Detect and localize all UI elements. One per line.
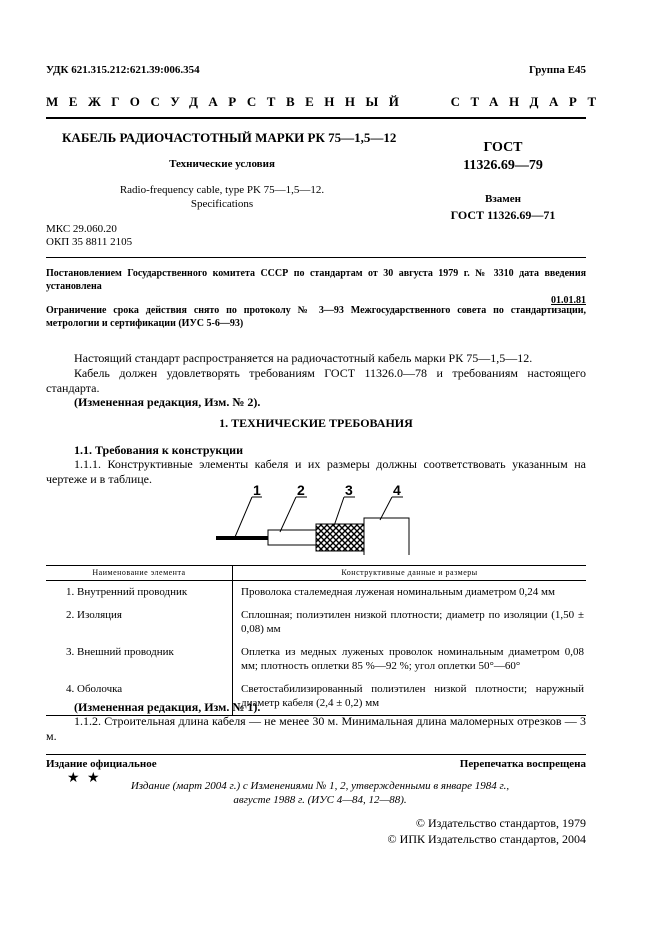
clause-1-1-1: 1.1.1. Конструктивные элементы кабеля и их размеры должны соответствовать указанным на чертеже и в таблице. (46, 457, 586, 486)
table-row (46, 581, 586, 605)
document-title: КАБЕЛЬ РАДИОЧАСТОТНЫЙ МАРКИ РК 75—1,5—12 (62, 130, 397, 145)
edition-note-line1: Издание (март 2004 г.) с Изменениями № 1, 2, утвержденными в январе 1984 г., (130, 780, 510, 792)
table-cell-data: Сплошная; полиэтилен низкой плотности; диаметр по изоляции (1,50 ± 0,08) мм (241, 609, 584, 635)
section-heading: 1. ТЕХНИЧЕСКИЕ ТРЕБОВАНИЯ (219, 416, 413, 430)
header-rule (46, 117, 586, 119)
construction-table (46, 565, 586, 716)
figure-label-2: 2 (297, 482, 305, 498)
stars: ★ ★ (67, 771, 102, 786)
document-subtitle: Технические условия (169, 158, 275, 170)
table-cell-name: 3. Внешний проводник (46, 641, 233, 678)
gost-label: ГОСТ (483, 140, 523, 155)
limitation-text: Ограничение срока действия снято по протоколу № 3—93 Межгосударственного совета по стандартизации, метрологии и сертификации (ИУС 5-6—93) (46, 305, 586, 329)
sheath-shape (364, 518, 409, 555)
table-row (46, 604, 586, 641)
footer-rule (46, 754, 586, 755)
outer-conductor-braid-shape (316, 524, 364, 551)
figure-label-4: 4 (393, 482, 401, 498)
clause-1-1-2: 1.1.2. Строительная длина кабеля — не менее 30 м. Минимальная длина маломерных отрезков — 3 м. (46, 714, 586, 743)
title-rule (46, 257, 586, 258)
amendment-note-2: (Измененная редакция, Изм. № 2). (74, 395, 261, 409)
english-title-line2: Specifications (190, 198, 254, 210)
decree-text: Постановлением Государственного комитета СССР по стандартам от 30 августа 1979 г. № 3310 дата введения установлена (46, 268, 586, 292)
replaces-label: Взамен (485, 193, 521, 205)
group-code: Группа Е45 (528, 64, 586, 76)
table-cell-data: Проволока сталемедная луженая номинальным диаметром 0,24 мм (241, 586, 555, 598)
inner-conductor-shape (216, 536, 276, 540)
intro-paragraph-2: Кабель должен удовлетворять требованиям ГОСТ 11326.0—78 и требованиям настоящего стандарта. (46, 366, 586, 395)
copyright-1979: © Издательство стандартов, 1979 (415, 816, 586, 830)
intro-paragraph-1: Настоящий стандарт распространяется на радиочастотный кабель марки РК 75—1,5—12. (74, 351, 533, 365)
subsection-heading: 1.1. Требования к конструкции (74, 443, 244, 457)
introduction-date: 01.01.81 (551, 295, 586, 306)
okp-code: ОКП 35 8811 2105 (46, 236, 133, 248)
replaces-gost: ГОСТ 11326.69—71 (450, 208, 556, 222)
table-header-data: Конструктивные данные и размеры (233, 566, 587, 581)
table-cell-name: 2. Изоляция (46, 604, 233, 641)
copyright-2004: © ИПК Издательство стандартов, 2004 (387, 832, 586, 846)
table-cell-name: 1. Внутренний проводник (46, 581, 233, 605)
table-cell-name: 4. Оболочка (46, 678, 233, 716)
table-row (46, 641, 586, 678)
table-cell-data: Светостабилизированный полиэтилен низкой плотности; наружный диаметр кабеля (2,4 ± 0,2) мм (233, 678, 587, 716)
cable-cross-section-drawing (210, 480, 420, 555)
edition-note-line2: августе 1988 г. (ИУС 4—84, 12—88). (233, 794, 407, 806)
reprint-prohibited-label: Перепечатка воспрещена (459, 758, 586, 770)
amendment-note-1: (Измененная редакция, Изм. № 1). (74, 700, 261, 714)
mks-code: МКС 29.060.20 (46, 223, 117, 235)
table-cell-data: Оплетка из медных луженых проволок номинальным диаметром 0,08 мм; плотность оплетки 85 %—92 %; угол оплетки 50°—60° (241, 646, 584, 672)
standard-banner: МЕЖГОСУДАРСТВЕННЫЙ СТАНДАРТ (46, 94, 607, 109)
figure-label-1: 1 (253, 482, 261, 498)
gost-number: 11326.69—79 (463, 158, 543, 173)
official-edition-label: Издание официальное (46, 758, 157, 770)
udk-code: УДК 621.315.212:621.39:006.354 (46, 64, 200, 76)
english-title-line1: Radio-frequency cable, type PK 75—1,5—12. (119, 184, 325, 196)
table-header-element: Наименование элемента (46, 566, 233, 581)
insulation-shape (268, 530, 318, 545)
figure-label-3: 3 (345, 482, 353, 498)
